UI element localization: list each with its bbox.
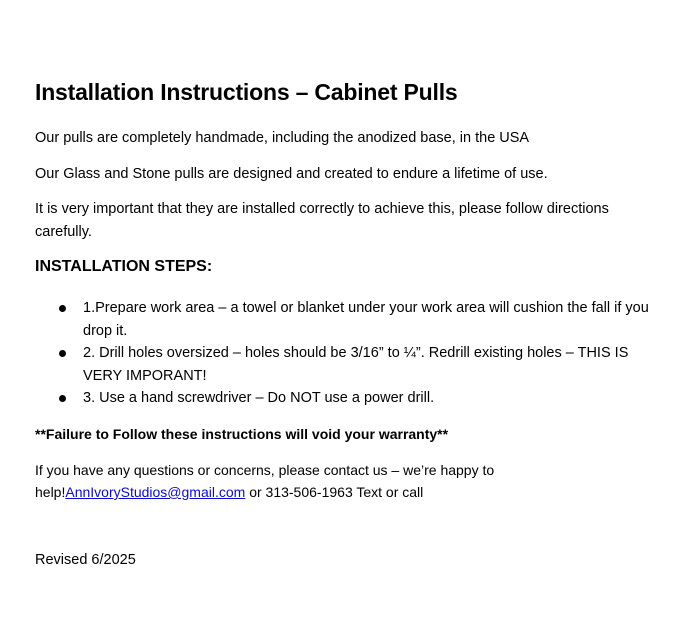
bullet-icon — [59, 395, 66, 402]
steps-heading: INSTALLATION STEPS: — [35, 258, 213, 275]
document-title: Installation Instructions – Cabinet Pulls — [35, 79, 458, 105]
step-item-drill — [35, 342, 665, 387]
bullet-icon — [59, 350, 66, 357]
intro-paragraph-importance: It is very important that they are installed correctly to achieve this, please follow directions carefully. — [35, 201, 609, 240]
contact-suffix: or 313-506-1963 Text or call — [245, 484, 424, 500]
warranty-warning: **Failure to Follow these instructions will void your warranty** — [35, 426, 449, 442]
contact-paragraph — [35, 459, 505, 503]
bullet-icon — [59, 305, 66, 312]
step-text: 2. Drill holes oversized – holes should be 3/16” to ¼”. Redrill existing holes – THIS IS VERY IMPORANT! — [83, 345, 629, 384]
email-link[interactable]: AnnIvoryStudios@gmail.com — [65, 484, 246, 500]
intro-paragraph-durability: Our Glass and Stone pulls are designed and created to endure a lifetime of use. — [35, 166, 548, 182]
step-text: 3. Use a hand screwdriver – Do NOT use a power drill. — [83, 390, 435, 406]
steps-list — [35, 297, 665, 410]
contact-prefix: If you have any questions or concerns, please contact us – we’re happy to help! — [35, 462, 495, 500]
intro-paragraph-handmade: Our pulls are completely handmade, including the anodized base, in the USA — [35, 130, 530, 146]
step-text: 1.Prepare work area – a towel or blanket under your work area will cushion the fall if you drop it. — [83, 300, 649, 339]
revised-date: Revised 6/2025 — [35, 552, 136, 568]
step-item-prepare — [35, 297, 665, 342]
step-item-screwdriver — [35, 387, 665, 410]
